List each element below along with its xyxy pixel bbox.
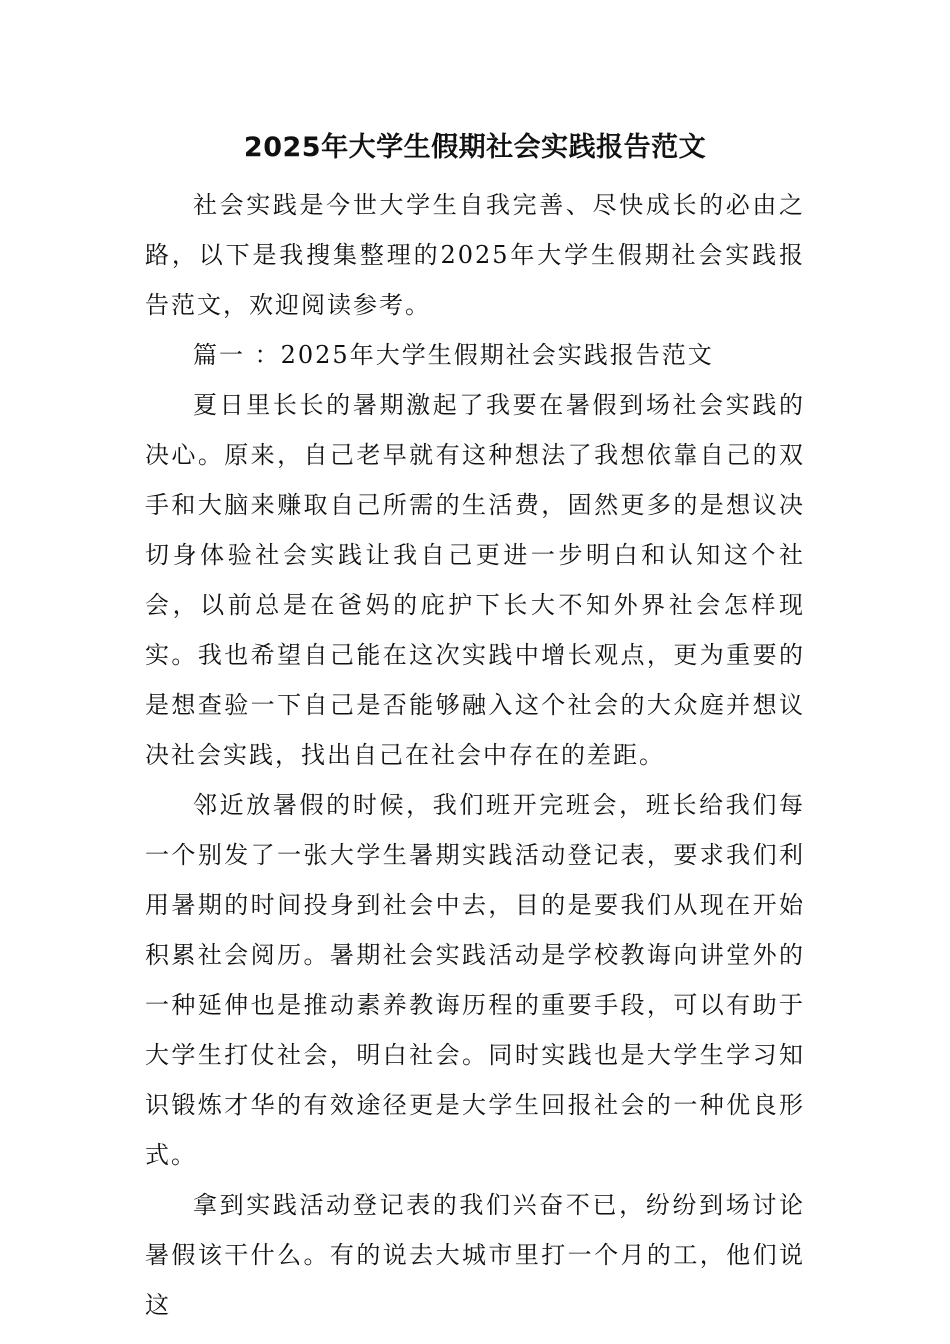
document-body: [145, 180, 805, 1330]
body-paragraph-3: 拿到实践活动登记表的我们兴奋不已，纷纷到场讨论暑假该干什么。有的说去大城市里打一个月的工，他们说这: [145, 1191, 805, 1319]
document-title: 2025年大学生假期社会实践报告范文: [243, 132, 707, 163]
body-paragraph-1: 夏日里长长的暑期激起了我要在暑假到场社会实践的决心。原来，自己老早就有这种想法了我想依靠自己的双手和大脑来赚取自己所需的生活费，固然更多的是想议决切身体验社会实践让我自己更进一步明白和认知这个社会，以前总是在爸妈的庇护下长大不知外界社会怎样现实。我也希望自己能在这次实践中增长观点，更为重要的是想查验一下自己是否能够融入这个社会的大众庭并想议决社会实践，找出自己在社会中存在的差距。: [145, 391, 805, 769]
section-heading: 篇一 ：2025年大学生假期社会实践报告范文: [193, 341, 714, 369]
intro-paragraph: 社会实践是今世大学生自我完善、尽快成长的必由之路，以下是我搜集整理的2025年大学生假期社会实践报告范文，欢迎阅读参考。: [145, 191, 805, 319]
body-paragraph-2: 邻近放暑假的时候，我们班开完班会，班长给我们每一个别发了一张大学生暑期实践活动登记表，要求我们利用暑期的时间投身到社会中去，目的是要我们从现在开始积累社会阅历。暑期社会实践活动是学校教诲向讲堂外的一种延伸也是推动素养教诲历程的重要手段，可以有助于大学生打仗社会，明白社会。同时实践也是大学生学习知识锻炼才华的有效途径更是大学生回报社会的一种优良形式。: [145, 791, 805, 1169]
